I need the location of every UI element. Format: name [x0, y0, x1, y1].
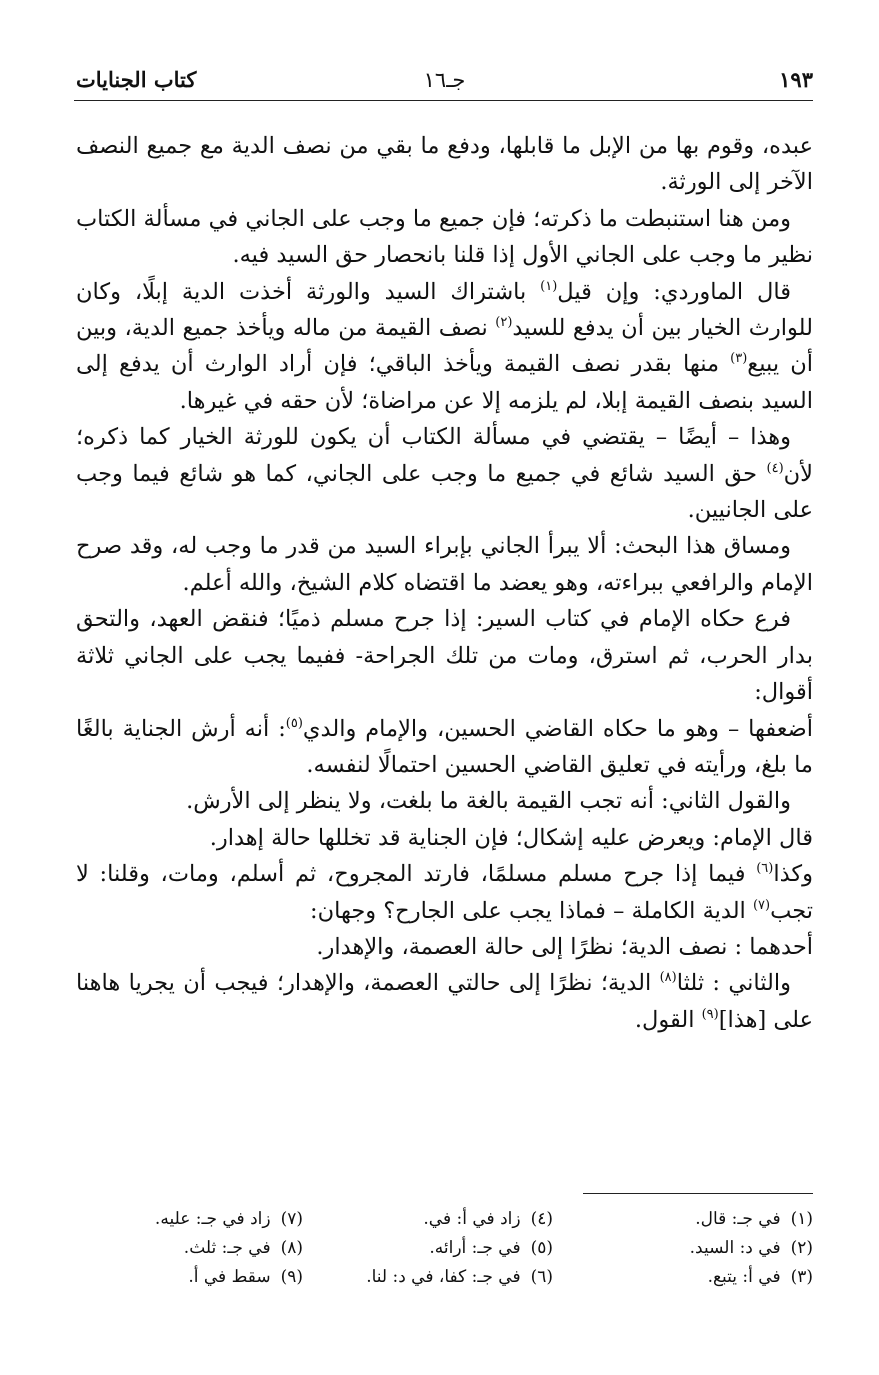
main-text [76, 128, 813, 1038]
paragraph-text: ومساق هذا البحث: ألا يبرأ الجاني بإبراء السيد من قدر ما وجب له، وقد صرح الإمام والرافعي ببراءته، وهو يعضد ما اقتضاه كلام الشيخ، والله أعلم. [76, 533, 813, 596]
paragraph-text: حق السيد شائع في جميع ما وجب على الجاني، كما هو شائع فيما وجب على الجانيين. [76, 460, 813, 524]
footnote-marker: (٥) [285, 715, 303, 731]
footnote-rule [583, 1193, 813, 1194]
paragraph-text: ومن هنا استنبطت ما ذكرته؛ فإن جميع ما وجب على الجاني في مسألة الكتاب نظير ما وجب على الجاني الأول إذا قلنا بانحصار حق السيد فيه. [76, 205, 813, 269]
footnote-text: في د: السيد. [689, 1238, 781, 1258]
paragraph-text: الدية؛ نظرًا إلى حالتي العصمة، والإهدار؛ فيجب أن يجريا هاهنا على [هذا] [76, 970, 813, 1033]
paragraph [76, 201, 813, 274]
footnote-marker: (٦) [756, 861, 774, 877]
footnote-number: (٥) [530, 1238, 553, 1258]
paragraph [76, 128, 813, 201]
footnote-text: زاد في أ: في. [423, 1209, 521, 1229]
footnote-marker: (٧) [752, 897, 771, 913]
paragraph [76, 783, 813, 819]
footnote-text: في أ: يتبع. [707, 1267, 781, 1287]
paragraph-text: منها بقدر نصف القيمة ويأخذ الباقي؛ فإن أراد الوارث أن يدفع إلى السيد بنصف القيمة إبلا، لم يلزمه إلا عن مراضاة؛ لأن حقه في غيرها. [76, 351, 813, 414]
paragraph [76, 965, 813, 1038]
footnote [303, 1234, 553, 1263]
running-header [76, 62, 813, 98]
footnote-number: (١) [790, 1209, 813, 1229]
paragraph [76, 601, 813, 710]
paragraph-text: فرع حكاه الإمام في كتاب السير: إذا جرح مسلم ذميًا؛ فنقض العهد، والتحق بدار الحرب، ثم استرق، ومات من تلك الجراحة- ففيما يجب على الجاني ثلاثة أقوال: [76, 606, 813, 706]
paragraph-text: أحدهما : نصف الدية؛ نظرًا إلى حالة العصمة، والإهدار. [316, 933, 813, 960]
paragraph-text: قال الإمام: ويعرض عليه إشكال؛ فإن الجناية قد تخللها حالة إهدار. [209, 824, 813, 851]
footnote-text: في جـ: ثلث. [183, 1238, 271, 1258]
paragraph-text: عبده، وقوم بها من الإبل ما قابلها، ودفع ما بقي من نصف الدية مع جميع النصف الآخر إلى الورثة. [76, 133, 813, 196]
paragraph-text: والقول الثاني: أنه تجب القيمة بالغة ما بلغت، ولا ينظر إلى الأرش. [186, 788, 791, 815]
footnote [73, 1205, 303, 1234]
footnote-text: في جـ: قال. [695, 1209, 781, 1229]
footnote [578, 1234, 813, 1263]
paragraph-text: باشتراك السيد والورثة أخذت الدية إبلًا، وكان للوارث الخيار بين أن يدفع للسيد [76, 278, 813, 342]
paragraph-text: القول. [634, 1006, 702, 1033]
footnote-number: (٨) [280, 1238, 303, 1258]
paragraph [76, 929, 813, 965]
footnote [303, 1263, 553, 1292]
paragraph [76, 820, 813, 856]
footnote-column [578, 1205, 813, 1292]
paragraph-text: أضعفها – وهو ما حكاه القاضي الحسين، والإمام والدي [302, 715, 813, 742]
footnote-number: (٧) [280, 1209, 303, 1229]
header-rule [74, 100, 813, 101]
footnote-column [303, 1205, 553, 1292]
footnote [578, 1205, 813, 1234]
footnote-marker: (٢) [495, 315, 513, 331]
paragraph-text: وهذا – أيضًا – يقتضي في مسألة الكتاب أن يكون للورثة الخيار كما ذكره؛ لأن [76, 424, 813, 487]
footnote-marker: (٩) [701, 1006, 719, 1022]
paragraph-text: والثاني : ثلثا [676, 970, 792, 997]
footnote [578, 1263, 813, 1292]
volume-label: جـ١٦ [423, 68, 466, 92]
page-number: ١٩٣ [779, 67, 813, 92]
footnote-marker: (١) [540, 278, 558, 294]
footnote-text: في جـ: أرائه. [429, 1238, 521, 1258]
footnote-number: (٩) [280, 1267, 303, 1287]
paragraph-text: قال الماوردي: وإن قيل [557, 278, 791, 305]
paragraph [76, 528, 813, 601]
footnote [73, 1234, 303, 1263]
footnote [73, 1263, 303, 1292]
paragraph [76, 274, 813, 420]
footnote-text: في جـ: كفا، في د: لنا. [366, 1267, 521, 1287]
footnote-text: سقط في أ. [188, 1267, 271, 1287]
paragraph-text: نصف القيمة من ماله ويأخذ جميع الدية، وبين أن يبيع [76, 315, 813, 378]
paragraph [76, 711, 813, 784]
paragraph-text: الدية الكاملة – فماذا يجب على الجارح؟ وجهان: [309, 897, 753, 924]
footnote-number: (٣) [790, 1267, 813, 1287]
footnote-marker: (٤) [766, 460, 784, 476]
footnote-text: زاد في جـ: عليه. [154, 1209, 271, 1229]
footnote-number: (٦) [530, 1267, 553, 1287]
paragraph [76, 419, 813, 528]
footnote-column [73, 1205, 303, 1292]
footnote-number: (٢) [790, 1238, 813, 1258]
footnote-marker: (٨) [659, 970, 677, 986]
paragraph-text: : أنه أرش الجناية بالغًا ما بلغ، ورأيته في تعليق القاضي الحسين احتمالًا لنفسه. [76, 715, 813, 778]
book-title: كتاب الجنايات [76, 67, 197, 92]
footnote-marker: (٣) [730, 351, 748, 367]
footnote-number: (٤) [530, 1209, 553, 1229]
paragraph-text: وكذا [773, 861, 813, 888]
paragraph-text: فيما إذا جرح مسلم مسلمًا، فارتد المجروح، ثم أسلم، ومات، وقلنا: لا تجب [76, 861, 813, 924]
paragraph [76, 856, 813, 929]
footnote [303, 1205, 553, 1234]
